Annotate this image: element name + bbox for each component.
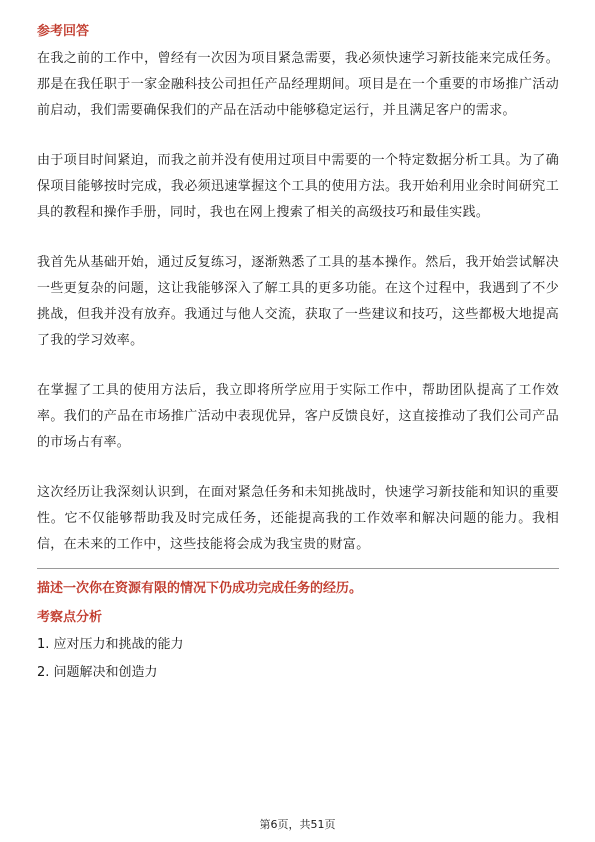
analysis-item-1: 1. 应对压力和挑战的能力 <box>37 637 184 652</box>
page-number-footer: 第6页，共51页 <box>259 818 336 831</box>
analysis-item-2: 2. 问题解决和创造力 <box>37 665 158 680</box>
analysis-heading: 考察点分析 <box>37 610 103 625</box>
answer-paragraph-1: 在我之前的工作中，曾经有一次因为项目紧急需要，我必须快速学习新技能来完成任务。那是在我任职于一家金融科技公司担任产品经理期间。项目是在一个重要的市场推广活动前启动，我们需要确保我们的产品在活动中能够稳定运行，并且满足客户的需求。 <box>37 51 559 118</box>
section-divider <box>37 568 559 569</box>
answer-paragraph-3: 我首先从基础开始，通过反复练习，逐渐熟悉了工具的基本操作。然后，我开始尝试解决一些更复杂的问题，这让我能够深入了解工具的更多功能。在这个过程中，我遇到了不少挑战，但我并没有放弃。我通过与他人交流，获取了一些建议和技巧，这些都极大地提高了我的学习效率。 <box>37 255 559 348</box>
answer-paragraph-2: 由于项目时间紧迫，而我之前并没有使用过项目中需要的一个特定数据分析工具。为了确保项目能够按时完成，我必须迅速掌握这个工具的使用方法。我开始利用业余时间研究工具的教程和操作手册，同时，我也在网上搜索了相关的高级技巧和最佳实践。 <box>37 153 559 220</box>
answer-paragraph-5: 这次经历让我深刻认识到，在面对紧急任务和未知挑战时，快速学习新技能和知识的重要性。它不仅能够帮助我及时完成任务，还能提高我的工作效率和解决问题的能力。我相信，在未来的工作中，这些技能将会成为我宝贵的财富。 <box>37 485 559 552</box>
page-content <box>37 22 559 687</box>
question-title: 描述一次你在资源有限的情况下仍成功完成任务的经历。 <box>37 581 363 596</box>
answer-heading: 参考回答 <box>37 24 90 39</box>
answer-paragraph-4: 在掌握了工具的使用方法后，我立即将所学应用于实际工作中，帮助团队提高了工作效率。我们的产品在市场推广活动中表现优异，客户反馈良好，这直接推动了我们公司产品的市场占有率。 <box>37 383 559 450</box>
